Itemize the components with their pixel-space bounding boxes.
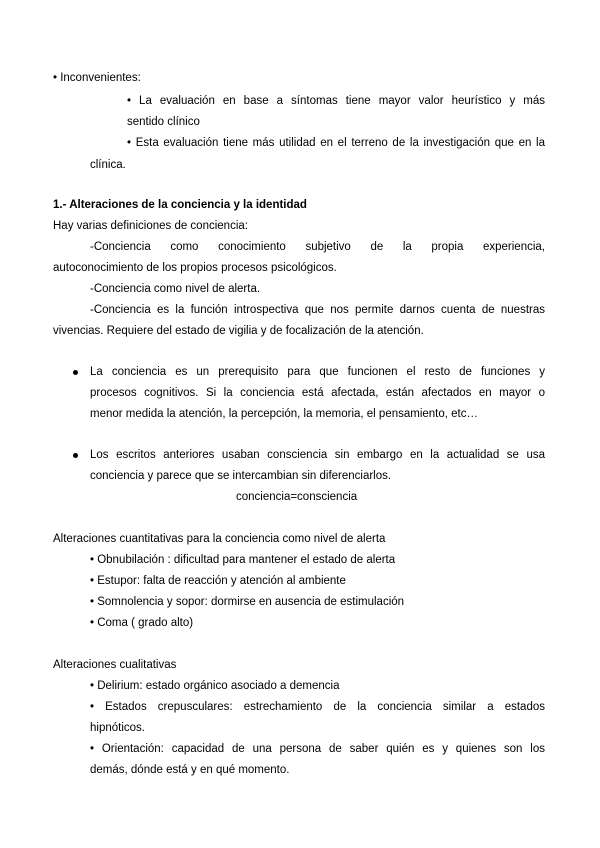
inconveniente-item-1-line-2: sentido clínico — [127, 116, 200, 128]
inconvenientes-heading: • Inconvenientes: — [53, 72, 141, 84]
inconveniente-item-1-line-1: • La evaluación en base a síntomas tiene mayor valor heurístico y más — [127, 95, 545, 107]
bullet-1-line-2: procesos cognitivos. Si la conciencia está afectada, están afectados en mayor o — [90, 387, 545, 399]
bullet-1-line-1: La conciencia es un prerequisito para que funcionen el resto de funciones y — [90, 366, 545, 378]
cualitativa-item-2-line-2: hipnóticos. — [90, 722, 145, 734]
bullet-dot-icon — [73, 453, 78, 458]
cuantitativa-item: • Somnolencia y sopor: dormirse en ausencia de estimulación — [90, 596, 405, 608]
cuantitativas-heading: Alteraciones cuantitativas para la conciencia como nivel de alerta — [53, 533, 386, 545]
inconveniente-item-2-line-2: clínica. — [90, 159, 126, 171]
bullet-dot-icon — [73, 370, 78, 375]
cualitativa-item-2-line-1: • Estados crepusculares: estrechamiento de la conciencia similar a estados — [90, 701, 545, 713]
cualitativas-heading: Alteraciones cualitativas — [53, 659, 177, 671]
definition-1-line-1: -Conciencia como conocimiento subjetivo de la propia experiencia, — [90, 241, 545, 253]
definition-2: -Conciencia como nivel de alerta. — [90, 283, 261, 295]
cualitativa-item-3-line-2: demás, dónde está y en qué momento. — [90, 764, 290, 776]
definitions-intro: Hay varias definiciones de conciencia: — [53, 220, 248, 232]
section-title: 1.- Alteraciones de la conciencia y la identidad — [53, 199, 307, 211]
bullet-2-line-2: conciencia y parece que se intercambian sin diferenciarlos. — [90, 470, 392, 482]
cuantitativa-item: • Estupor: falta de reacción y atención al ambiente — [90, 575, 346, 587]
equation: conciencia=consciencia — [236, 491, 358, 503]
cuantitativa-item: • Obnubilación : dificultad para mantener el estado de alerta — [90, 554, 396, 566]
definition-3-line-2: vivencias. Requiere del estado de vigilia y de focalización de la atención. — [53, 325, 424, 337]
bullet-1-line-3: menor medida la atención, la percepción, la memoria, el pensamiento, etc… — [90, 408, 479, 420]
definition-1-line-2: autoconocimiento de los propios procesos psicológicos. — [53, 262, 337, 274]
bullet-2-line-1: Los escritos anteriores usaban consciencia sin embargo en la actualidad se usa — [90, 449, 545, 461]
cualitativa-item-1: • Delirium: estado orgánico asociado a demencia — [90, 680, 340, 692]
cualitativa-item-3-line-1: • Orientación: capacidad de una persona de saber quién es y quienes son los — [90, 743, 545, 755]
cuantitativa-item: • Coma ( grado alto) — [90, 617, 194, 629]
inconveniente-item-2-line-1: • Esta evaluación tiene más utilidad en el terreno de la investigación que en la — [127, 137, 545, 149]
definition-3-line-1: -Conciencia es la función introspectiva que nos permite darnos cuenta de nuestras — [90, 304, 545, 316]
